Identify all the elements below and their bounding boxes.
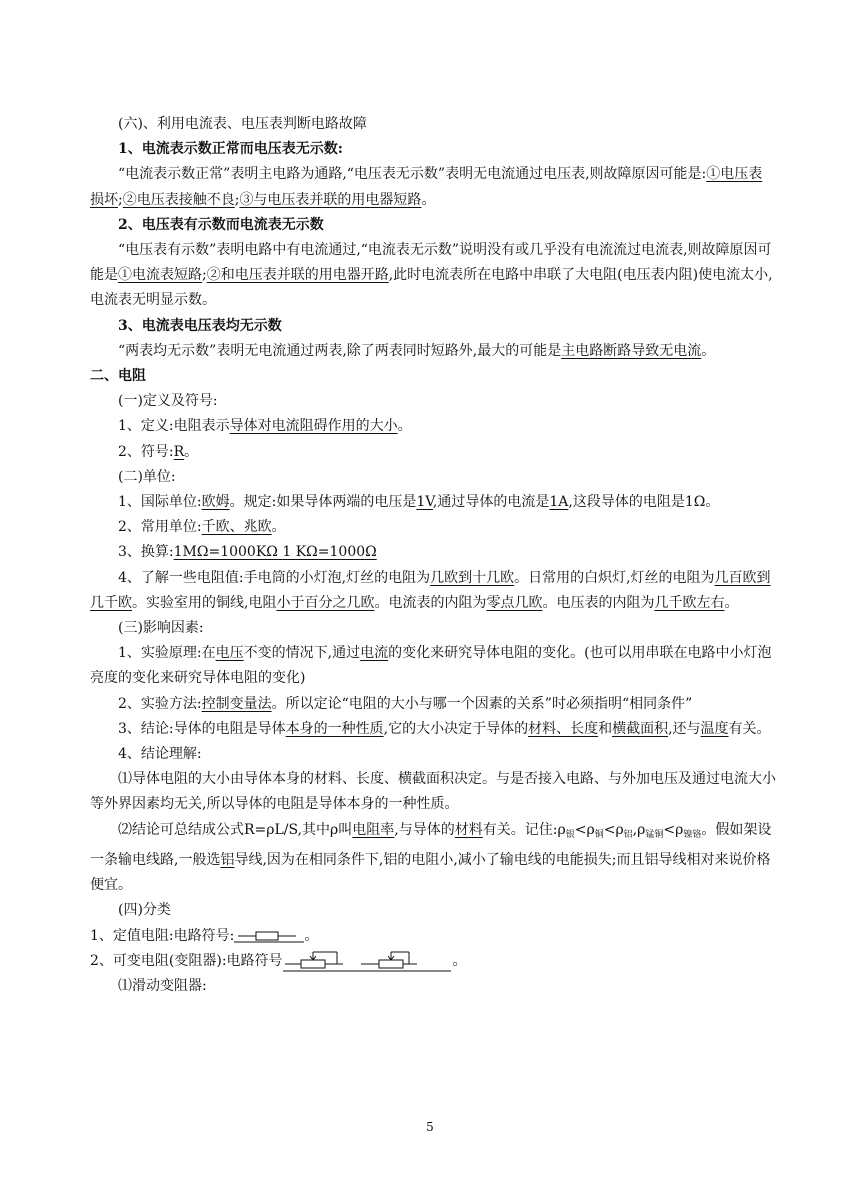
understanding-point-2: ⑵结论可总结成公式R=ρL/S,其中ρ叫电阻率,与导体的材料有关。记住$:\rho_银<\rho_铜<\rho_铝,\rho_{锰铜}<\rho_{镍铬}$。假如架设一条输电线路,一般选铝导线,因为在相同条件下,铝的电阻小,减小了输电线的电能损失;而且铝导线相对来说价格便宜。 [90,821,772,894]
content [90,112,776,999]
method-line: 2、实验方法:控制变量法。所以定论“电阻的大小与哪一个因素的关系”时必须指明“相同条件” [118,695,693,712]
case-2-title: 2、电压表有示数而电流表无示数 [118,216,324,233]
definition-line: 1、定义:电阻表示导体对电流阻碍作用的大小。 [118,418,412,435]
section-6-heading: (六)、利用电流表、电压表判断电路故障 [118,116,367,132]
case-3-title: 3、电流表电压表均无示数 [118,317,282,334]
slide-rheostat-line: ⑴滑动变阻器: [118,977,207,994]
classes-heading: (四)分类 [118,902,171,919]
case-1-title: 1、电流表示数正常而电压表无示数: [118,141,343,158]
case-1-text: “电流表示数正常”表明主电路为通路,“电压表无示数”表明无电流通过电压表,则故障原因可能是:①电压表损坏;②电压表接触不良;③与电压表并联的用电器短路。 [90,166,763,208]
common-unit-line: 2、常用单位:千欧、兆欧。 [118,519,286,536]
rheostat-symbol-icon [283,950,453,972]
page-number: 5 [426,1120,434,1134]
factors-heading: (三)影响因素: [118,620,204,637]
section-2-heading: 二、电阻 [90,368,146,385]
understanding-heading: 4、结论理解: [118,746,202,763]
case-2-text: “电压表有示数”表明电路中有电流通过,“电流表无示数”说明没有或几乎没有电流流过电流表,则故障原因可能是①电流表短路;②和电压表并联的用电器开路,此时电流表所在电路中串联了大电阻(电压表内阻)使电流太小,电流表无明显示数。 [90,242,773,309]
si-unit-line: 1、国际单位:欧姆。规定:如果导体两端的电压是1V,通过导体的电流是1A,这段导体的电阻是1Ω。 [118,494,720,511]
case-3-text: “两表均无示数”表明无电流通过两表,除了两表同时短路外,最大的可能是主电路断路导致无电流。 [118,342,716,359]
conclusion-line: 3、结论:导体的电阻是导体本身的一种性质,它的大小决定于导体的材料、长度和横截面积,还与温度有关。 [118,720,771,737]
conversion-line: 3、换算:1MΩ=1000KΩ 1 KΩ=1000Ω [118,544,377,561]
variable-resistor-line: 2、可变电阻(变阻器):电路符号 。 [90,949,776,974]
principle-line: 1、实验原理:在电压不变的情况下,通过电流的变化来研究导体电阻的变化。(也可以用串联在电路中小灯泡亮度的变化来研究导体电阻的变化) [90,645,772,687]
fixed-resistor-line: 1、定值电阻:电路符号: 。 [90,927,319,944]
fixed-resistor-symbol-icon [234,929,304,943]
understanding-point-1: ⑴导体电阻的大小由导体本身的材料、长度、横截面积决定。与是否接入电路、与外加电压及通过电流大小等外界因素均无关,所以导体的电阻是导体本身的一种性质。 [90,771,776,813]
symbol-line: 2、符号:R。 [118,443,199,460]
unit-heading: (二)单位: [118,468,176,485]
definition-heading: (一)定义及符号: [118,393,218,410]
resistance-values-line: 4、了解一些电阻值:手电筒的小灯泡,灯丝的电阻为几欧到十几欧。日常用的白炽灯,灯丝的电阻为几百欧到几千欧。实验室用的铜线,电阻小于百分之几欧。电流表的内阻为零点几欧。电压表的内阻为几千欧左右。 [90,569,771,611]
